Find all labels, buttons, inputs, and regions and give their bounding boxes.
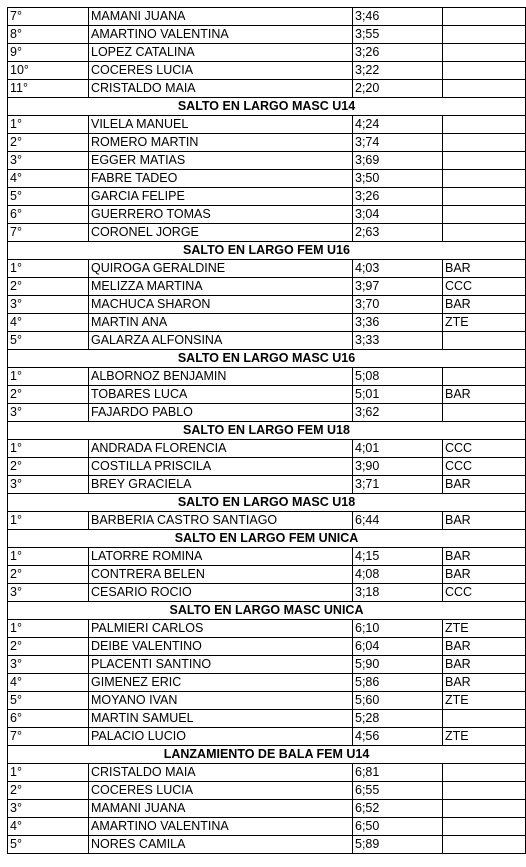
- club-cell: BAR: [443, 656, 526, 674]
- section-header-row: [8, 422, 526, 440]
- table-row: [8, 728, 526, 746]
- place-cell: 2°: [8, 278, 89, 296]
- club-cell: BAR: [443, 638, 526, 656]
- athlete-name-cell: DEIBE VALENTINO: [89, 638, 353, 656]
- club-cell: BAR: [443, 296, 526, 314]
- club-cell: BAR: [443, 476, 526, 494]
- section-title: LANZAMIENTO DE BALA FEM U14: [8, 746, 526, 764]
- club-cell: ZTE: [443, 314, 526, 332]
- athlete-name-cell: LATORRE ROMINA: [89, 548, 353, 566]
- club-cell: ZTE: [443, 728, 526, 746]
- table-row: [8, 152, 526, 170]
- place-cell: 3°: [8, 584, 89, 602]
- club-cell: [443, 170, 526, 188]
- mark-cell: 3;26: [353, 44, 443, 62]
- mark-cell: 3;26: [353, 188, 443, 206]
- place-cell: 4°: [8, 314, 89, 332]
- athlete-name-cell: TOBARES LUCA: [89, 386, 353, 404]
- athlete-name-cell: BARBERIA CASTRO SANTIAGO: [89, 512, 353, 530]
- athlete-name-cell: CRISTALDO MAIA: [89, 80, 353, 98]
- mark-cell: 5;08: [353, 368, 443, 386]
- place-cell: 3°: [8, 800, 89, 818]
- place-cell: 2°: [8, 638, 89, 656]
- club-cell: BAR: [443, 548, 526, 566]
- mark-cell: 3;04: [353, 206, 443, 224]
- section-title: SALTO EN LARGO FEM UNICA: [8, 530, 526, 548]
- table-row: [8, 548, 526, 566]
- table-row: [8, 134, 526, 152]
- athlete-name-cell: FAJARDO PABLO: [89, 404, 353, 422]
- mark-cell: 3;18: [353, 584, 443, 602]
- athlete-name-cell: MAMANI JUANA: [89, 800, 353, 818]
- table-row: [8, 206, 526, 224]
- athlete-name-cell: PLACENTI SANTINO: [89, 656, 353, 674]
- section-header-row: [8, 242, 526, 260]
- athlete-name-cell: EGGER MATIAS: [89, 152, 353, 170]
- table-row: [8, 710, 526, 728]
- club-cell: [443, 62, 526, 80]
- section-header-row: [8, 602, 526, 620]
- club-cell: CCC: [443, 458, 526, 476]
- table-row: [8, 440, 526, 458]
- club-cell: BAR: [443, 674, 526, 692]
- mark-cell: 4;15: [353, 548, 443, 566]
- club-cell: [443, 44, 526, 62]
- table-row: [8, 260, 526, 278]
- mark-cell: 3;62: [353, 404, 443, 422]
- results-table: [7, 7, 526, 854]
- table-row: [8, 26, 526, 44]
- club-cell: [443, 764, 526, 782]
- table-row: [8, 314, 526, 332]
- table-row: [8, 332, 526, 350]
- table-row: [8, 404, 526, 422]
- place-cell: 2°: [8, 566, 89, 584]
- table-row: [8, 224, 526, 242]
- athlete-name-cell: ANDRADA FLORENCIA: [89, 440, 353, 458]
- mark-cell: 5;01: [353, 386, 443, 404]
- mark-cell: 3;74: [353, 134, 443, 152]
- table-row: [8, 836, 526, 854]
- club-cell: BAR: [443, 260, 526, 278]
- section-title: SALTO EN LARGO FEM U16: [8, 242, 526, 260]
- club-cell: BAR: [443, 566, 526, 584]
- mark-cell: 3;71: [353, 476, 443, 494]
- athlete-name-cell: COCERES LUCIA: [89, 62, 353, 80]
- table-row: [8, 368, 526, 386]
- club-cell: CCC: [443, 278, 526, 296]
- table-row: [8, 80, 526, 98]
- table-row: [8, 620, 526, 638]
- athlete-name-cell: ROMERO MARTIN: [89, 134, 353, 152]
- club-cell: ZTE: [443, 692, 526, 710]
- table-row: [8, 476, 526, 494]
- athlete-name-cell: ALBORNOZ BENJAMIN: [89, 368, 353, 386]
- athlete-name-cell: MELIZZA MARTINA: [89, 278, 353, 296]
- athlete-name-cell: CESARIO ROCIO: [89, 584, 353, 602]
- section-header-row: [8, 746, 526, 764]
- club-cell: [443, 836, 526, 854]
- table-row: [8, 638, 526, 656]
- athlete-name-cell: CORONEL JORGE: [89, 224, 353, 242]
- table-row: [8, 296, 526, 314]
- club-cell: [443, 26, 526, 44]
- section-header-row: [8, 530, 526, 548]
- mark-cell: 2;20: [353, 80, 443, 98]
- mark-cell: 5;86: [353, 674, 443, 692]
- athlete-name-cell: GARCIA FELIPE: [89, 188, 353, 206]
- section-title: SALTO EN LARGO FEM U18: [8, 422, 526, 440]
- club-cell: [443, 206, 526, 224]
- place-cell: 1°: [8, 368, 89, 386]
- mark-cell: 6;55: [353, 782, 443, 800]
- mark-cell: 2;63: [353, 224, 443, 242]
- athlete-name-cell: COCERES LUCIA: [89, 782, 353, 800]
- athlete-name-cell: MAMANI JUANA: [89, 8, 353, 26]
- place-cell: 5°: [8, 332, 89, 350]
- club-cell: [443, 368, 526, 386]
- table-row: [8, 566, 526, 584]
- club-cell: [443, 800, 526, 818]
- table-row: [8, 278, 526, 296]
- mark-cell: 6;52: [353, 800, 443, 818]
- place-cell: 6°: [8, 710, 89, 728]
- club-cell: [443, 404, 526, 422]
- section-title: SALTO EN LARGO MASC UNICA: [8, 602, 526, 620]
- mark-cell: 5;28: [353, 710, 443, 728]
- table-row: [8, 782, 526, 800]
- athlete-name-cell: PALACIO LUCIO: [89, 728, 353, 746]
- mark-cell: 3;22: [353, 62, 443, 80]
- place-cell: 11°: [8, 80, 89, 98]
- place-cell: 1°: [8, 440, 89, 458]
- place-cell: 4°: [8, 674, 89, 692]
- place-cell: 10°: [8, 62, 89, 80]
- place-cell: 3°: [8, 296, 89, 314]
- mark-cell: 6;10: [353, 620, 443, 638]
- mark-cell: 5;60: [353, 692, 443, 710]
- place-cell: 1°: [8, 260, 89, 278]
- mark-cell: 6;50: [353, 818, 443, 836]
- club-cell: BAR: [443, 386, 526, 404]
- place-cell: 2°: [8, 134, 89, 152]
- section-title: SALTO EN LARGO MASC U16: [8, 350, 526, 368]
- table-row: [8, 764, 526, 782]
- table-row: [8, 170, 526, 188]
- athlete-name-cell: MARTIN ANA: [89, 314, 353, 332]
- mark-cell: 6;81: [353, 764, 443, 782]
- athlete-name-cell: QUIROGA GERALDINE: [89, 260, 353, 278]
- table-row: [8, 386, 526, 404]
- mark-cell: 5;89: [353, 836, 443, 854]
- mark-cell: 3;55: [353, 26, 443, 44]
- place-cell: 3°: [8, 476, 89, 494]
- mark-cell: 6;04: [353, 638, 443, 656]
- place-cell: 5°: [8, 692, 89, 710]
- place-cell: 2°: [8, 458, 89, 476]
- club-cell: [443, 188, 526, 206]
- club-cell: [443, 332, 526, 350]
- table-row: [8, 818, 526, 836]
- athlete-name-cell: CRISTALDO MAIA: [89, 764, 353, 782]
- place-cell: 4°: [8, 818, 89, 836]
- table-row: [8, 512, 526, 530]
- club-cell: ZTE: [443, 620, 526, 638]
- athlete-name-cell: GALARZA ALFONSINA: [89, 332, 353, 350]
- club-cell: [443, 134, 526, 152]
- place-cell: 9°: [8, 44, 89, 62]
- table-row: [8, 800, 526, 818]
- section-header-row: [8, 494, 526, 512]
- athlete-name-cell: FABRE TADEO: [89, 170, 353, 188]
- mark-cell: 4;24: [353, 116, 443, 134]
- athlete-name-cell: COSTILLA PRISCILA: [89, 458, 353, 476]
- section-title: SALTO EN LARGO MASC U14: [8, 98, 526, 116]
- club-cell: [443, 152, 526, 170]
- mark-cell: 3;50: [353, 170, 443, 188]
- mark-cell: 3;90: [353, 458, 443, 476]
- mark-cell: 4;56: [353, 728, 443, 746]
- mark-cell: 6;44: [353, 512, 443, 530]
- mark-cell: 3;70: [353, 296, 443, 314]
- athlete-name-cell: PALMIERI CARLOS: [89, 620, 353, 638]
- athlete-name-cell: MACHUCA SHARON: [89, 296, 353, 314]
- section-header-row: [8, 350, 526, 368]
- athlete-name-cell: BREY GRACIELA: [89, 476, 353, 494]
- place-cell: 3°: [8, 656, 89, 674]
- club-cell: BAR: [443, 512, 526, 530]
- mark-cell: 3;69: [353, 152, 443, 170]
- athlete-name-cell: GUERRERO TOMAS: [89, 206, 353, 224]
- place-cell: 1°: [8, 764, 89, 782]
- table-row: [8, 116, 526, 134]
- mark-cell: 3;46: [353, 8, 443, 26]
- club-cell: [443, 710, 526, 728]
- athlete-name-cell: LOPEZ CATALINA: [89, 44, 353, 62]
- place-cell: 5°: [8, 836, 89, 854]
- place-cell: 7°: [8, 8, 89, 26]
- athlete-name-cell: CONTRERA BELEN: [89, 566, 353, 584]
- club-cell: [443, 224, 526, 242]
- place-cell: 4°: [8, 170, 89, 188]
- place-cell: 6°: [8, 206, 89, 224]
- athlete-name-cell: MOYANO IVAN: [89, 692, 353, 710]
- athlete-name-cell: AMARTINO VALENTINA: [89, 26, 353, 44]
- club-cell: [443, 80, 526, 98]
- mark-cell: 5;90: [353, 656, 443, 674]
- club-cell: [443, 116, 526, 134]
- place-cell: 3°: [8, 152, 89, 170]
- place-cell: 1°: [8, 548, 89, 566]
- table-row: [8, 692, 526, 710]
- mark-cell: 3;33: [353, 332, 443, 350]
- club-cell: CCC: [443, 440, 526, 458]
- club-cell: [443, 818, 526, 836]
- results-table-body: [8, 8, 526, 854]
- mark-cell: 3;36: [353, 314, 443, 332]
- section-title: SALTO EN LARGO MASC U18: [8, 494, 526, 512]
- place-cell: 5°: [8, 188, 89, 206]
- table-row: [8, 44, 526, 62]
- athlete-name-cell: GIMENEZ ERIC: [89, 674, 353, 692]
- table-row: [8, 8, 526, 26]
- table-row: [8, 62, 526, 80]
- mark-cell: 3;97: [353, 278, 443, 296]
- place-cell: 3°: [8, 404, 89, 422]
- place-cell: 2°: [8, 386, 89, 404]
- place-cell: 8°: [8, 26, 89, 44]
- place-cell: 7°: [8, 224, 89, 242]
- place-cell: 1°: [8, 620, 89, 638]
- athlete-name-cell: VILELA MANUEL: [89, 116, 353, 134]
- table-row: [8, 584, 526, 602]
- club-cell: [443, 782, 526, 800]
- club-cell: CCC: [443, 584, 526, 602]
- place-cell: 7°: [8, 728, 89, 746]
- athlete-name-cell: MARTIN SAMUEL: [89, 710, 353, 728]
- club-cell: [443, 8, 526, 26]
- table-row: [8, 188, 526, 206]
- mark-cell: 4;01: [353, 440, 443, 458]
- table-row: [8, 674, 526, 692]
- table-row: [8, 458, 526, 476]
- section-header-row: [8, 98, 526, 116]
- place-cell: 1°: [8, 116, 89, 134]
- place-cell: 1°: [8, 512, 89, 530]
- mark-cell: 4;08: [353, 566, 443, 584]
- athlete-name-cell: AMARTINO VALENTINA: [89, 818, 353, 836]
- mark-cell: 4;03: [353, 260, 443, 278]
- table-row: [8, 656, 526, 674]
- place-cell: 2°: [8, 782, 89, 800]
- athlete-name-cell: NORES CAMILA: [89, 836, 353, 854]
